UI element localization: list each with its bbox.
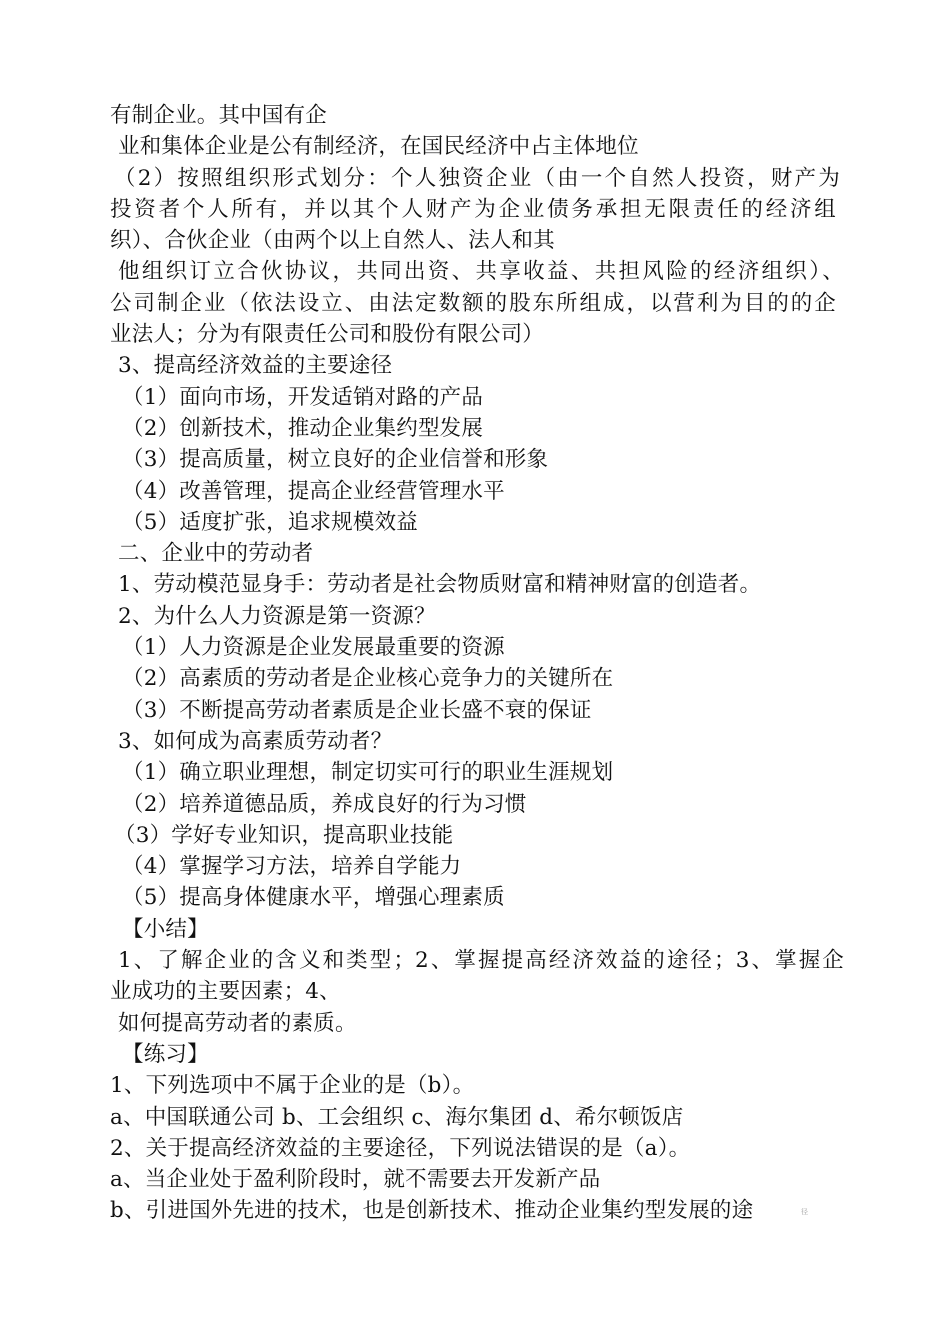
text-line: 织）、合伙企业（由两个以上自然人、法人和其: [110, 228, 555, 254]
option-line: a、中国联通公司 b、工会组织 c、海尔集团 d、希尔顿饭店: [110, 1104, 684, 1130]
list-item: （1）面向市场，开发适销对路的产品: [122, 384, 484, 410]
section-heading: 【练习】: [122, 1041, 209, 1067]
list-item: （5）适度扩张，追求规模效益: [122, 509, 418, 535]
text-line: 公司制企业（依法设立、由法定数额的股东所组成，以营利为目的的企: [110, 290, 836, 316]
list-item: （2）培养道德品质，养成良好的行为习惯: [122, 791, 527, 817]
text-line: 业成功的主要因素；4、: [110, 979, 341, 1005]
list-item: （4）掌握学习方法，培养自学能力: [122, 854, 462, 880]
list-item: （3）学好专业知识，提高职业技能: [114, 822, 454, 848]
section-heading: 【小结】: [122, 916, 209, 942]
list-item: （2）高素质的劳动者是企业核心竞争力的关键所在: [122, 666, 614, 692]
list-item: （5）提高身体健康水平，增强心理素质: [122, 885, 505, 911]
list-item: （4）改善管理，提高企业经营管理水平: [122, 478, 505, 504]
document-body: [110, 100, 844, 1227]
text-line: 1、劳动模范显身手：劳动者是社会物质财富和精神财富的创造者。: [118, 572, 762, 598]
text-line: 业法人；分为有限责任公司和股份有限公司）: [110, 322, 545, 348]
section-heading: 3、如何成为高素质劳动者？: [118, 728, 393, 754]
question-line: 2、关于提高经济效益的主要途径，下列说法错误的是（a）。: [110, 1135, 691, 1161]
list-item: （3）不断提高劳动者素质是企业长盛不衰的保证: [122, 697, 592, 723]
section-heading: 3、提高经济效益的主要途径: [118, 353, 393, 379]
text-line: 业和集体企业是公有制经济，在国民经济中占主体地位: [118, 134, 639, 160]
text-line: 有制企业。其中国有企: [110, 103, 328, 128]
text-line: 他组织订立合伙协议，共同出资、共享收益、共担风险的经济组织）、: [118, 259, 844, 285]
option-line: a、当企业处于盈利阶段时，就不需要去开发新产品: [110, 1167, 601, 1193]
corner-mark: 径: [801, 1208, 808, 1216]
text-line: 如何提高劳动者的素质。: [118, 1010, 357, 1036]
question-line: 1、下列选项中不属于企业的是（b）。: [110, 1073, 475, 1099]
option-line: b、引进国外先进的技术，也是创新技术、推动企业集约型发展的途: [110, 1198, 754, 1224]
list-item: （1）人力资源是企业发展最重要的资源: [122, 635, 505, 661]
list-item: （2）创新技术，推动企业集约型发展: [122, 415, 484, 441]
list-item: （3）提高质量，树立良好的企业信誉和形象: [122, 447, 549, 473]
section-heading: 二、企业中的劳动者: [118, 541, 314, 567]
list-item: （1）确立职业理想，制定切实可行的职业生涯规划: [122, 760, 614, 786]
text-line: 投资者个人所有，并以其个人财产为企业债务承担无限责任的经济组: [110, 196, 836, 222]
section-heading: 2、为什么人力资源是第一资源？: [118, 603, 436, 629]
text-line: 1、了解企业的含义和类型；2、掌握提高经济效益的途径；3、掌握企: [118, 948, 844, 974]
text-line: （2）按照组织形式划分：个人独资企业（由一个自然人投资，财产为: [114, 165, 840, 191]
